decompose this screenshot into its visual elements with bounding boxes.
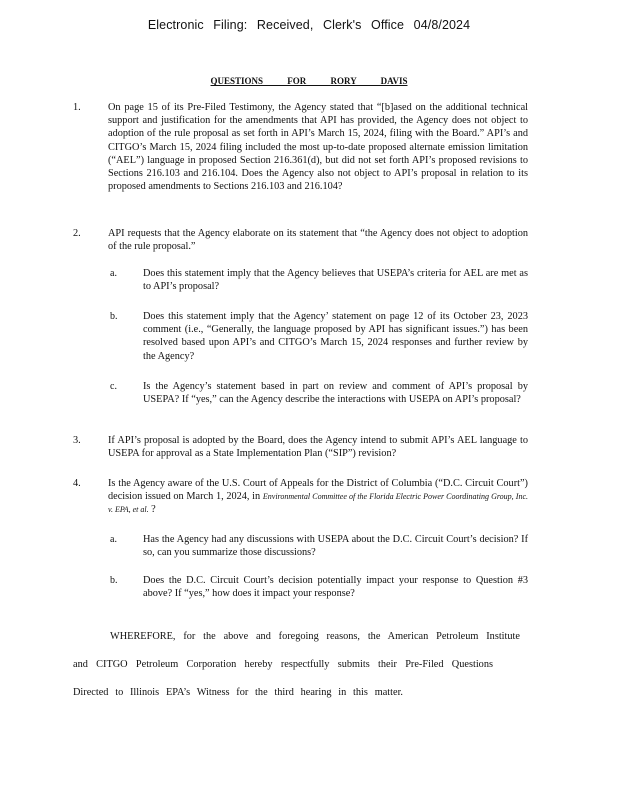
- sub-letter: c.: [110, 381, 117, 392]
- question-2b-text: Does this statement imply that the Agency’ statement on page 12 of its October 23, 2023 comment (i.e., “Generally, the language proposed by API has significant issues.”) has been resolved based upon API’s and CITGO’s March 15, 2024 responses and further review by the Agency?: [143, 311, 528, 362]
- question-2c-text: Is the Agency’s statement based in part on review and comment of API’s proposal by USEPA? If “yes,” can the Agency describe the interactions with USEPA on API’s proposal?: [143, 381, 528, 406]
- question-4-tail: ?: [148, 504, 156, 516]
- item-number: 2.: [73, 228, 81, 239]
- document-title: QUESTIONS FOR RORY DAVIS: [210, 76, 408, 86]
- closing-line-2: and CITGO Petroleum Corporation hereby respectfully submits their Pre-Filed Questions: [73, 659, 493, 670]
- item-number: 4.: [73, 478, 81, 489]
- closing-line-3: Directed to Illinois EPA’s Witness for the third hearing in this matter.: [73, 687, 403, 698]
- question-2-text: API requests that the Agency elaborate on its statement that “the Agency does not object to adoption of the rule proposal.”: [108, 228, 528, 253]
- sub-letter: a.: [110, 534, 117, 545]
- item-number: 1.: [73, 102, 81, 113]
- case-citation: Environmental Committee of the Florida Electric Power Coordinating Group, Inc. v. EPA, et al.: [108, 492, 528, 515]
- sub-letter: b.: [110, 575, 118, 586]
- question-2a-text: Does this statement imply that the Agency believes that USEPA’s criteria for AEL are met as to API’s proposal?: [143, 268, 528, 293]
- question-1-text: On page 15 of its Pre-Filed Testimony, the Agency stated that “[b]ased on the additional technical support and justification for the amendments that API has provided, the Agency does not object to adoption of the rule proposal as set forth in API’s March 15, 2024, filing with the Board.” API’s and CITGO’s March 15, 2024 filing included the most up-to-date proposed alternate emission limitation (“AEL”) language in proposed Section 216.361(d), but did not set forth API’s proposed revisions to Sections 216.103 and 216.104. Does the Agency also not object to API’s proposal in relation to its proposed amendments to Sections 216.103 and 216.104?: [108, 102, 528, 193]
- question-3-text: If API’s proposal is adopted by the Board, does the Agency intend to submit API’s AEL language to USEPA for approval as a State Implementation Plan (“SIP”) revision?: [108, 435, 528, 460]
- sub-letter: a.: [110, 268, 117, 279]
- sub-letter: b.: [110, 311, 118, 322]
- electronic-filing-header: Electronic Filing: Received, Clerk's Office 04/8/2024: [147, 18, 471, 32]
- item-number: 3.: [73, 435, 81, 446]
- question-4b-text: Does the D.C. Circuit Court’s decision potentially impact your response to Question #3 above? If “yes,” how does it impact your response?: [143, 575, 528, 600]
- question-4-lead: Is the Agency aware of the U.S. Court of Appeals for the District of Columbia (“D.C. Circuit Court”) decision issued on March 1, 2024, in: [108, 478, 528, 503]
- question-4a-text: Has the Agency had any discussions with USEPA about the D.C. Circuit Court’s decision? If so, can you summarize those discussions?: [143, 534, 528, 559]
- closing-line-1: WHEREFORE, for the above and foregoing reasons, the American Petroleum Institute: [110, 631, 520, 642]
- question-4-text: [108, 477, 528, 517]
